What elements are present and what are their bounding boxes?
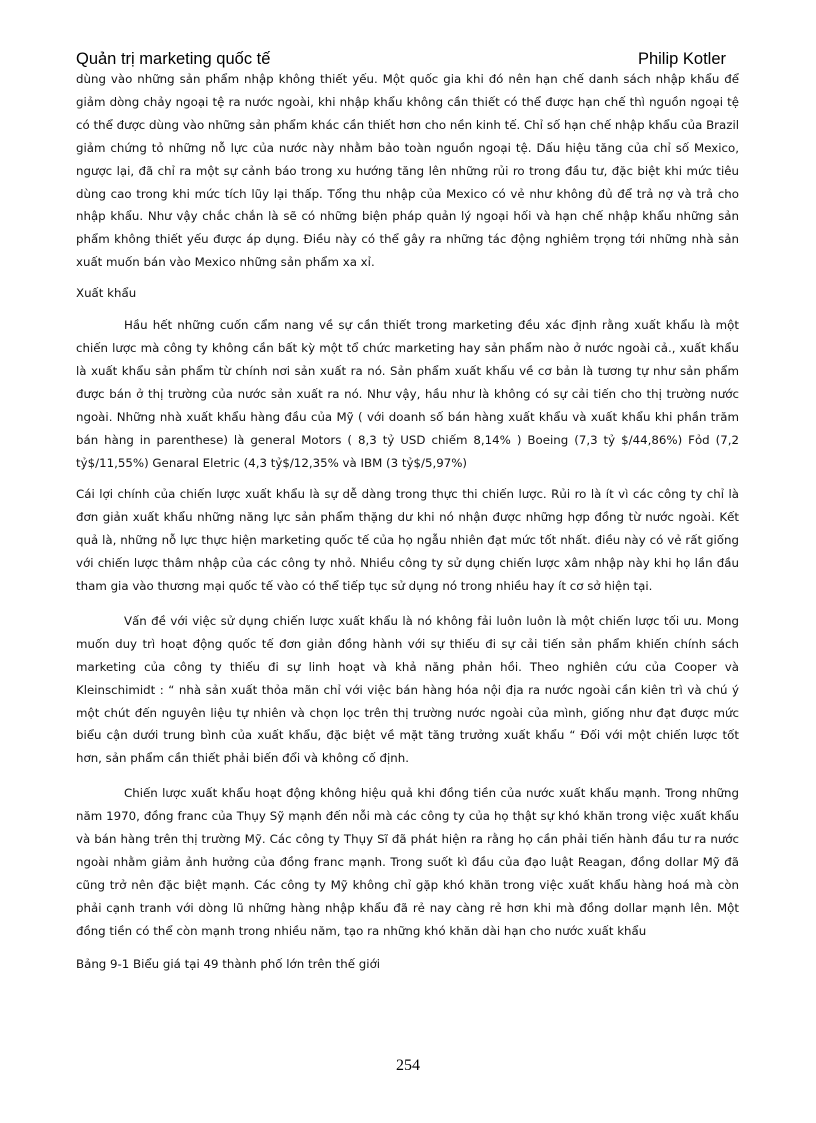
- paragraph-export-problem: Vấn đề với việc sử dụng chiến lược xuất khẩu là nó không fải luôn luôn là một chiến lược tối ưu. Mong muốn duy trì hoạt động quốc tế đơn giản đồng hành với sự thiếu đi sự cải tiến sản phẩm khiến chính sách marketing của công ty thiếu đi sự linh hoạt và khả năng phản hồi. Theo nghiên cứu của Cooper và Kleinschimidt : “ nhà sản xuất thỏa mãn chỉ với việc bán hàng hóa nội địa ra nước ngoài cần kiên trì và chú ý một chút đến nguyên liệu tự nhiên và chọn lọc trên thị trường nước ngoài của mình, giống như đạt được mức biểu cận dưới trung bình của xuất khẩu, đặc biệt về mặt tăng trưởng xuất khẩu “ Đối với một chiến lược tốt hơn, sản phẩm cần thiết phải biến đổi và không cố định.: [76, 613, 739, 766]
- page-number: 254: [396, 1057, 420, 1074]
- paragraph-export-benefit: Cái lợi chính của chiến lược xuất khẩu là sự dễ dàng trong thực thi chiến lược. Rủi ro là ít vì các công ty chỉ là đơn giản xuất khẩu những năng lực sản phẩm thặng dư khi nó nhận được những hợp đồng từ nước ngoài. Kết quả là, những nỗ lực thực hiện marketing quốc tế của họ ngẫu nhiên đạt mức tốt nhất. điều này có vẻ rất giống với chiến lược thâm nhập của các công ty nhỏ. Nhiều công ty sử dụng chiến lược xâm nhập này khi họ lần đầu tham gia vào thương mại quốc tế vào có thể tiếp tục sử dụng nó trong nhiều hay ít cơ sở hiện tại.: [76, 487, 739, 594]
- header-title: Quản trị marketing quốc tế: [76, 50, 271, 68]
- paragraph-currency: Chiến lược xuất khẩu hoạt động không hiệu quả khi đồng tiền của nước xuất khẩu mạnh. Trong những năm 1970, đồng franc của Thụy Sỹ mạnh đến nỗi mà các công ty của họ thật sự khó khăn trong việc xuất khẩu và bán hàng trên thị trường Mỹ. Các công ty Thụy Sĩ đã phát hiện ra rằng họ cần phải tiến hành đầu tư ra nước ngoài nhằm giảm ảnh hưởng của đồng franc mạnh. Trong suốt kì đầu của đạo luật Reagan, đồng dollar Mỹ đã cũng trở nên đặc biệt mạnh. Các công ty Mỹ không chỉ gặp khó khăn trong việc xuất khẩu hàng hoá mà còn phải cạnh tranh với dòng lũ những hàng nhập khẩu đã rẻ nay càng rẻ hơn khi mà đồng dollar mạnh lên. Một đồng tiền có thể còn mạnh trong nhiều năm, tạo ra những khó khăn dài hạn cho nước xuất khẩu: [76, 786, 739, 938]
- document-body: [76, 68, 739, 976]
- section-heading: Xuất khẩu: [76, 286, 137, 301]
- table-caption: Bảng 9-1 Biểu giá tại 49 thành phố lớn trên thế giới: [76, 956, 381, 971]
- paragraph-intro: dùng vào những sản phẩm nhập không thiết yếu. Một quốc gia khi đó nên hạn chế danh sách nhập khẩu để giảm dòng chảy ngoại tệ ra nước ngoài, khi nhập khẩu không cần thiết có thể được hạn chế thì nguồn ngoại tệ có thể được dùng vào những sản phẩm khác cần thiết hơn cho nền kinh tế. Chỉ số hạn chế nhập khẩu của Brazil giảm chứng tỏ những nỗ lực của nước này nhằm bảo toàn nguồn ngoại tệ. Dấu hiệu tăng của chỉ số Mexico, ngược lại, đã chỉ ra một sự cảnh báo trong xu hướng tăng lên những rủi ro trong đầu tư, đặc biệt khi mức tiêu dùng cao trong khi mức tích lũy lại thấp. Tổng thu nhập của Mexico có vẻ như không đủ để trả nợ và trả cho nhập khẩu. Như vậy chắc chắn là sẽ có những biện pháp quản lý ngoại hối và hạn chế nhập khẩu những sản phẩm không thiết yếu được áp dụng. Điều này có thể gây ra những tác động nghiêm trọng tới những nhà sản xuất muốn bán vào Mexico những sản phẩm xa xỉ.: [76, 72, 739, 270]
- paragraph-export-definition: Hầu hết những cuốn cẩm nang về sự cần thiết trong marketing đều xác định rằng xuất khẩu là một chiến lược mà công ty không cần bất kỳ một tổ chức marketing hay sản phẩm nào ở nước ngoài cả., xuất khẩu là xuất khẩu sản phẩm từ chính nơi sản xuất ra nó. Sản phẩm xuất khẩu về cơ bản là tương tự như sản phẩm được bán ở thị trường của nước sản xuất ra nó. Như vậy, hầu như là không có sự cải tiến cho thị trường nước ngoài. Những nhà xuất khẩu hàng đầu của Mỹ ( với doanh số bán hàng xuất khẩu và xuất khẩu khi phần trăm bán hàng in parenthese) là general Motors ( 8,3 tỷ USD chiếm 8,14% ) Boeing (7,3 tỷ $/44,86%) Fỏd (7,2 tỷ$/11,55%) Genaral Eletric (4,3 tỷ$/12,35% và IBM (3 tỷ$/5,97%): [76, 318, 739, 470]
- header-author: Philip Kotler: [637, 50, 726, 68]
